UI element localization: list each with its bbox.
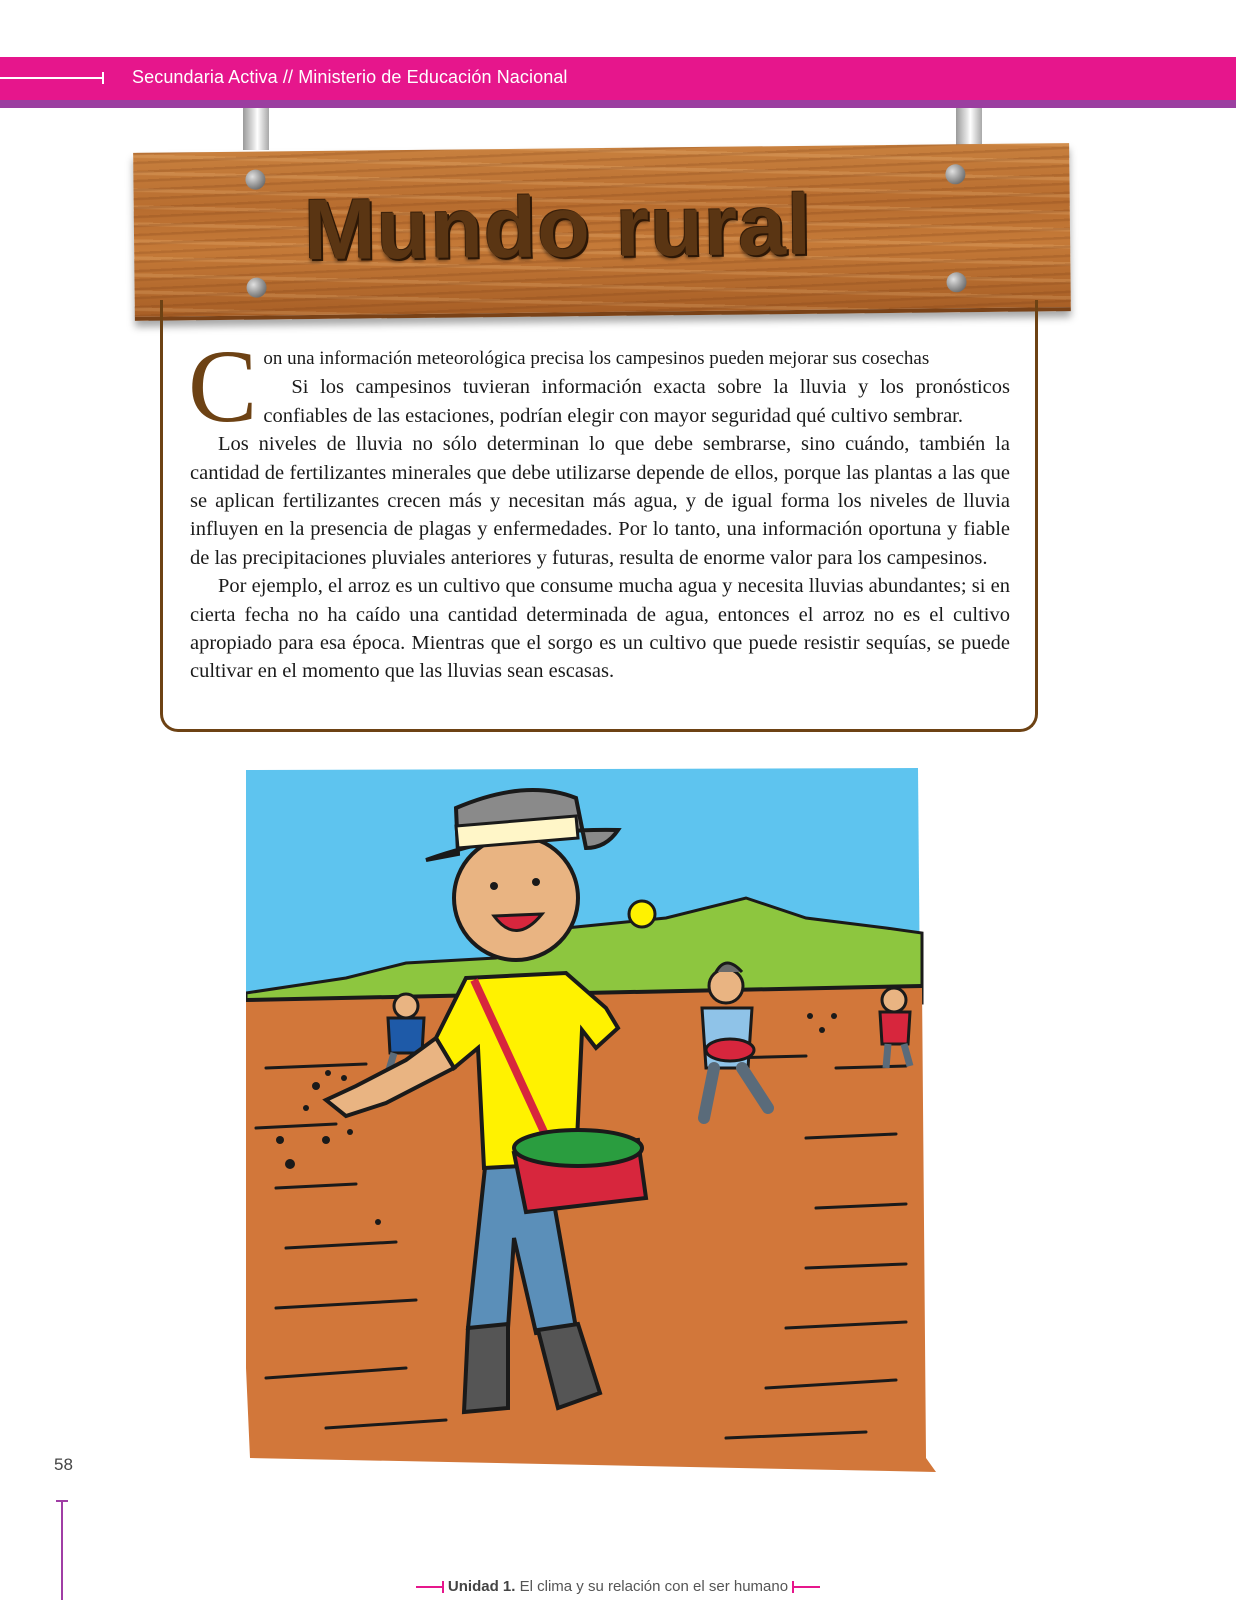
article-paragraph-2: Los niveles de lluvia no sólo determinan lo que debe sembrarse, sino cuándo, también la cantidad de fertilizantes minerales que debe utilizarse depende de ellos, porque las plantas a las que se aplican fertilizantes crecen más y necesitan más agua, y de igual forma los niveles de lluvia influyen en la presencia de plagas y enfermedades. Por lo tanto, una información oportuna y fiable de las precipitaciones pluviales anteriores y futuras, resulta de enorme valor para los campesinos. <box>190 433 1010 569</box>
sun <box>629 901 655 927</box>
footer-bar-left <box>416 1586 444 1588</box>
plowed-field <box>246 986 936 1472</box>
footer <box>0 1578 1236 1595</box>
page-number: 58 <box>54 1455 73 1474</box>
footer-title: El clima y su relación con el ser humano <box>519 1578 789 1595</box>
footer-unit: Unidad 1. <box>447 1578 516 1595</box>
page-title: Mundo rural <box>303 176 813 279</box>
bolt-icon <box>946 272 966 292</box>
footer-bar-right <box>792 1586 820 1588</box>
wooden-sign <box>133 143 1071 321</box>
article-lead: on una información meteorológica precisa los campesinos pueden mejorar sus cosechas <box>263 348 930 369</box>
header-rule <box>0 77 104 79</box>
article-paragraph-3: Por ejemplo, el arroz es un cultivo que consume mucha agua y necesita lluvias abundantes; si en cierta fecha no ha caído una cantidad determinada de agua, entonces el arroz no es el cultivo apropiado para esa época. Mientras que el sorgo es un cultivo que puede resistir sequías, se puede cultivar en el momento que las lluvias sean escasas. <box>190 575 1010 683</box>
header-text: Secundaria Activa // Ministerio de Educación Nacional <box>132 67 568 87</box>
drop-cap: C <box>188 329 258 444</box>
sign-post-left <box>243 108 269 150</box>
header-band <box>0 57 1236 100</box>
farmer-sowing-illustration <box>246 768 936 1472</box>
article-body <box>188 329 1010 686</box>
article-paragraph-1: Si los campesinos tuvieran información exacta sobre la lluvia y los pronósticos confiables de las estaciones, podrían elegir con mayor seguridad qué cultivo sembrar. <box>263 376 1010 427</box>
